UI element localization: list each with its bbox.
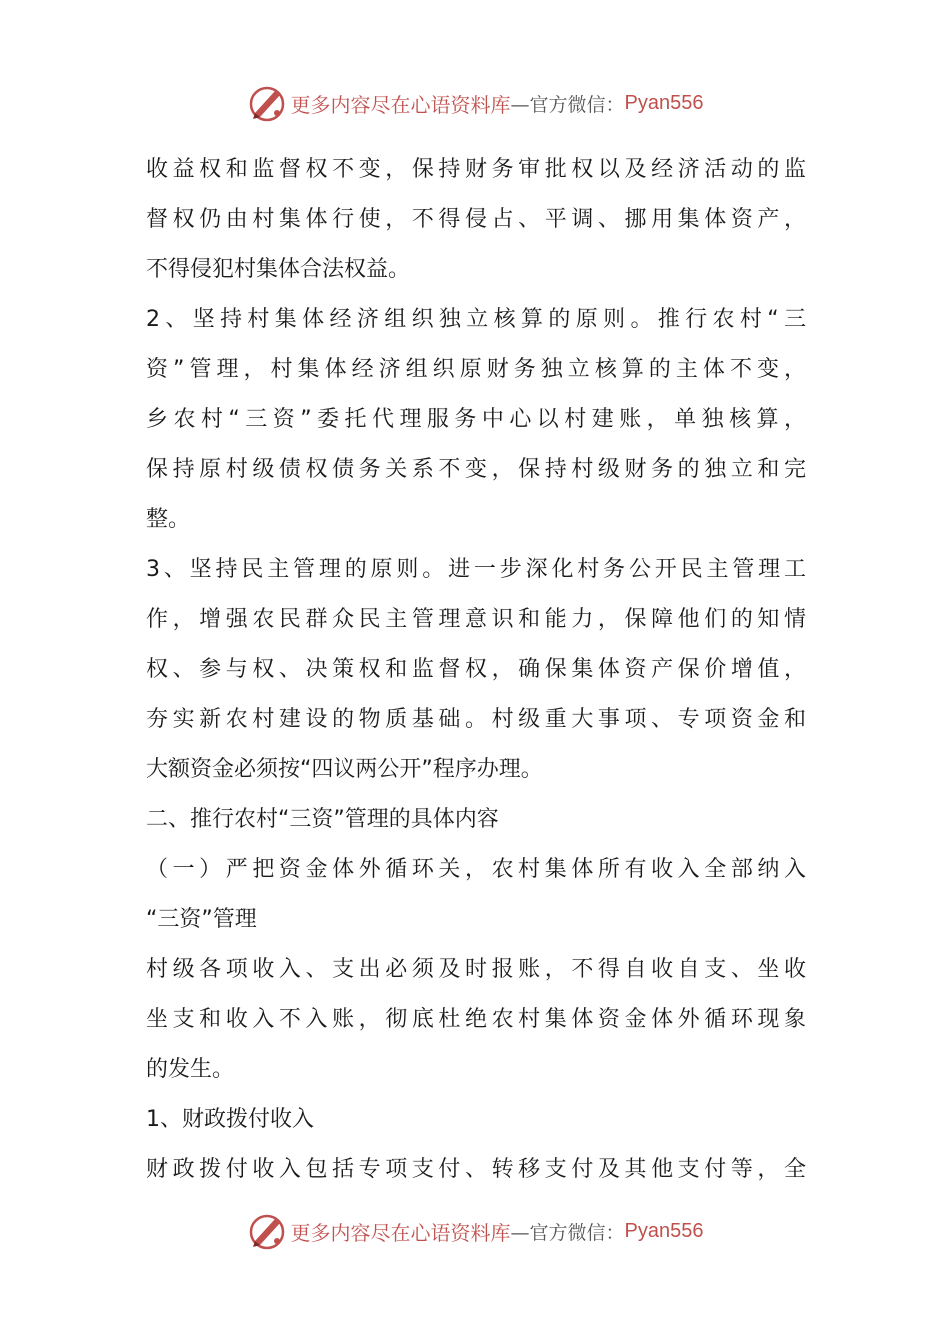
pen-logo-icon [247,1211,287,1251]
brand-text: 更多内容尽在心语资料库 [290,92,511,117]
text-line: 整。 [146,507,191,532]
text-line: 3、坚持民主管理的原则。进一步深化村务公开民主管理工 [146,557,806,582]
text-line: 作，增强农民群众民主管理意识和能力，保障他们的知情 [146,607,806,632]
text-line: “三资”管理 [146,907,257,932]
footer-watermark-banner [0,1206,950,1256]
text-line: 2、坚持村集体经济组织独立核算的原则。推行农村“三 [146,307,806,332]
text-line: 村级各项收入、支出必须及时报账，不得自收自支、坐收 [146,957,806,982]
text-line: 权、参与权、决策权和监督权，确保集体资产保价增值， [146,657,806,682]
wechat-id: Pyan556 [624,1219,704,1242]
text-line: 坐支和收入不入账，彻底杜绝农村集体资金体外循环现象 [146,1007,806,1032]
header-watermark-banner [0,78,950,128]
text-line: 二、推行农村“三资”管理的具体内容 [146,807,499,832]
text-line: 大额资金必须按“四议两公开”程序办理。 [146,757,543,782]
wechat-id: Pyan556 [624,91,704,114]
text-line: 督权仍由村集体行使，不得侵占、平调、挪用集体资产， [146,207,806,232]
text-line: 夯实新农村建设的物质基础。村级重大事项、专项资金和 [146,707,806,732]
text-line: 1、财政拨付收入 [146,1107,314,1132]
brand-text: 更多内容尽在心语资料库 [290,1220,511,1245]
text-line: 资”管理，村集体经济组织原财务独立核算的主体不变， [146,357,806,382]
pen-logo-icon [247,83,287,123]
text-line: 的发生。 [146,1057,235,1082]
text-line: 收益权和监督权不变，保持财务审批权以及经济活动的监 [146,157,806,182]
official-wechat-label: —官方微信： [510,1221,625,1244]
document-body [146,145,806,1195]
text-line: 财政拨付收入包括专项支付、转移支付及其他支付等，全 [146,1157,806,1182]
official-wechat-label: —官方微信： [510,93,625,116]
text-line: 乡农村“三资”委托代理服务中心以村建账，单独核算， [146,407,806,432]
text-line: 保持原村级债权债务关系不变，保持村级财务的独立和完 [146,457,806,482]
text-line: 不得侵犯村集体合法权益。 [146,257,411,282]
text-line: （一）严把资金体外循环关，农村集体所有收入全部纳入 [146,857,806,882]
